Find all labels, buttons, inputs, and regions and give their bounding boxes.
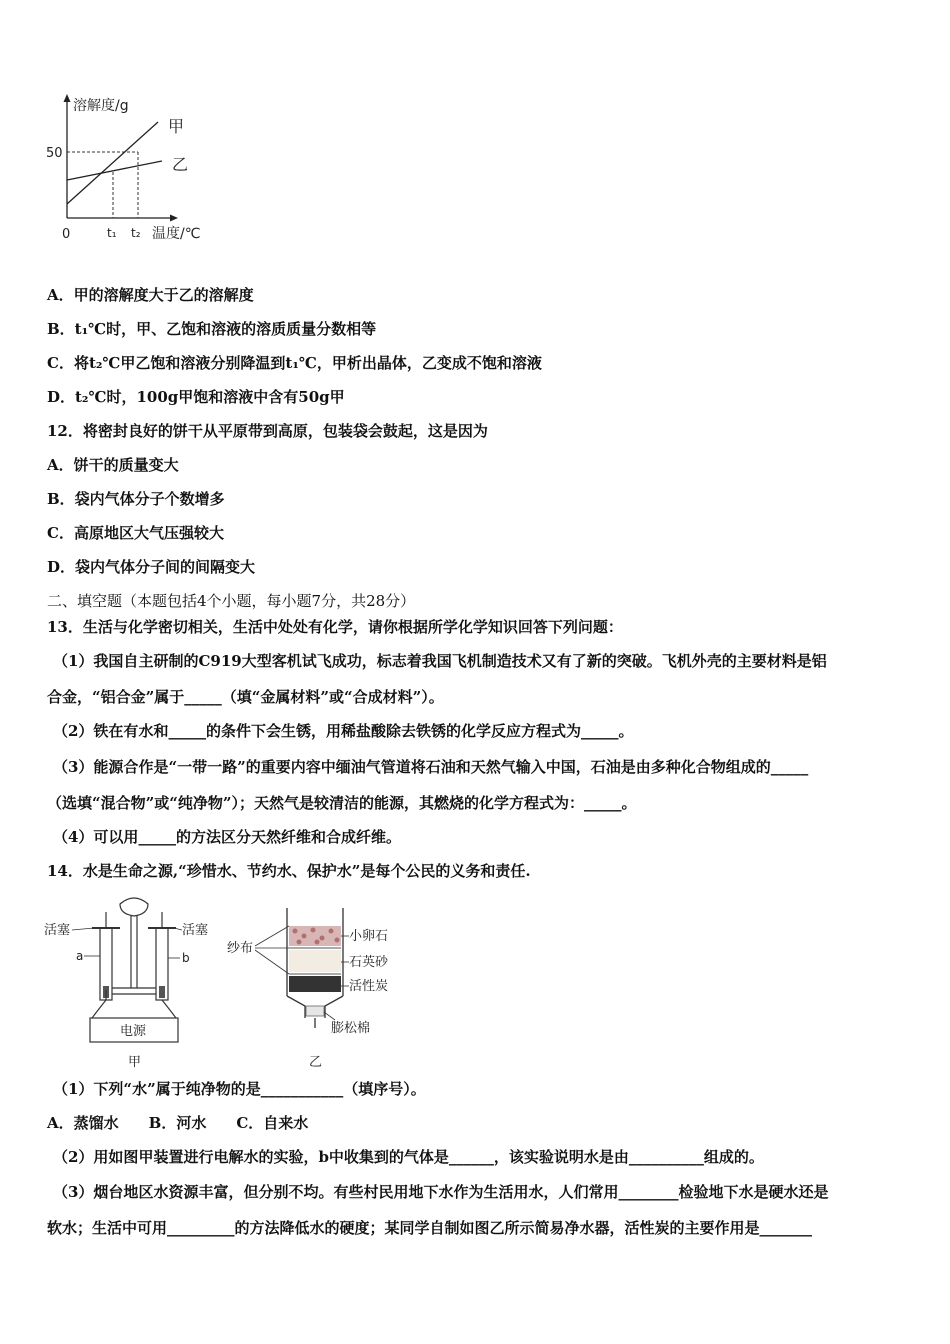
- x-axis-label: 温度/℃: [152, 226, 201, 242]
- curve-yi-label: 乙: [172, 155, 189, 174]
- q12-option-c: C．高原地区大气压强较大: [47, 524, 224, 542]
- label-b: b: [182, 951, 190, 965]
- figure-yi-caption: 乙: [309, 1055, 323, 1070]
- y-axis-label: 溶解度/g: [73, 98, 129, 114]
- curve-yi: [67, 161, 162, 180]
- curve-jia: [67, 122, 158, 204]
- q13-part1-line2: 合金，“铝合金”属于_____（填“金属材料”或“合成材料”）。: [47, 688, 444, 706]
- curve-jia-label: 甲: [168, 117, 185, 136]
- q13-part3-line2: （选填“混合物”或“纯净物”）；天然气是较清洁的能源，其燃烧的化学方程式为：_____。: [47, 794, 637, 812]
- q14-part3-line1: （3）烟台地区水资源丰富，但分别不均。有些村民用地下水作为生活用水，人们常用________检验地下水是硬水还是: [53, 1183, 829, 1201]
- q14-part1-options: A．蒸馏水 B．河水 C．自来水: [47, 1114, 309, 1132]
- power-label: 电源: [120, 1024, 147, 1039]
- q13-part3-line1: （3）能源合作是“一带一路”的重要内容中缅油气管道将石油和天然气输入中国，石油是由多种化合物组成的_____: [53, 758, 809, 776]
- activated-carbon-layer: [289, 976, 341, 992]
- y-tick-50: 50: [46, 146, 63, 161]
- q11-option-c: C．将t₂℃甲乙饱和溶液分别降温到t₁℃，甲析出晶体，乙变成不饱和溶液: [47, 354, 542, 372]
- q14-stem: 14．水是生命之源,“珍惜水、节约水、保护水”是每个公民的义务和责任.: [47, 862, 531, 880]
- t1-label: t₁: [107, 226, 117, 240]
- q13-part1-line1: （1）我国自主研制的C919大型客机试飞成功，标志着我国飞机制造技术又有了新的突破。飞机外壳的主要材料是铝: [53, 652, 827, 670]
- label-a: a: [76, 949, 84, 963]
- quartz-sand-label: 石英砂: [349, 955, 389, 970]
- t2-label: t₂: [131, 226, 141, 240]
- q12-option-b: B．袋内气体分子个数增多: [47, 490, 225, 508]
- figure-jia-caption: 甲: [128, 1055, 142, 1070]
- electrolysis-apparatus-figure: [42, 890, 217, 1075]
- stopcock-right-label: 活塞: [182, 923, 209, 938]
- activated-carbon-label: 活性炭: [349, 979, 389, 994]
- q13-stem: 13．生活与化学密切相关，生活中处处有化学，请你根据所学化学知识回答下列问题：: [47, 618, 623, 636]
- pebbles-label: 小卵石: [349, 929, 389, 944]
- q11-option-a: A．甲的溶解度大于乙的溶解度: [47, 286, 254, 304]
- right-electrode: [159, 986, 165, 998]
- right-wire: [162, 1000, 176, 1018]
- q13-part4: （4）可以用_____的方法区分天然纤维和合成纤维。: [53, 828, 401, 846]
- q12-option-a: A．饼干的质量变大: [47, 456, 179, 474]
- stopcock-left-label: 活塞: [44, 923, 71, 938]
- solubility-graph: [40, 88, 230, 248]
- q14-part2: （2）用如图甲装置进行电解水的实验，b中收集到的气体是______，该实验说明水是由__________组成的。: [53, 1148, 764, 1166]
- q14-part3-line2: 软水；生活中可用_________的方法降低水的硬度；某同学自制如图乙所示简易净水器，活性炭的主要作用是_______: [47, 1219, 813, 1237]
- quartz-sand-layer: [289, 950, 341, 972]
- q11-option-d: D．t₂℃时，100g甲饱和溶液中含有50g甲: [47, 388, 345, 406]
- bottom-connector: [106, 988, 156, 1000]
- q11-option-b: B．t₁℃时，甲、乙饱和溶液的溶质质量分数相等: [47, 320, 377, 338]
- y-axis-arrow: [64, 94, 71, 102]
- gauze-leader-2: [255, 950, 289, 974]
- q13-part2: （2）铁在有水和_____的条件下会生锈，用稀盐酸除去铁锈的化学反应方程式为_____。: [53, 722, 634, 740]
- gauze-label: 纱布: [227, 941, 254, 956]
- water-purifier-figure: [225, 900, 415, 1075]
- reservoir-bulb: [120, 898, 148, 916]
- cotton-layer: [306, 1006, 324, 1016]
- gauze-leader-3: [255, 926, 289, 946]
- origin-label: 0: [62, 227, 71, 242]
- q12-stem: 12．将密封良好的饼干从平原带到高原，包装袋会鼓起，这是因为: [47, 422, 488, 440]
- x-axis-arrow: [170, 215, 178, 222]
- stopcock-left-leader: [72, 928, 94, 930]
- q12-option-d: D．袋内气体分子间的间隔变大: [47, 558, 256, 576]
- section-2-heading: 二、填空题（本题包括4个小题，每小题7分，共28分）: [47, 592, 416, 610]
- q14-part1: （1）下列“水”属于纯净物的是___________（填序号）。: [53, 1080, 426, 1098]
- cotton-label: 膨松棉: [331, 1021, 371, 1036]
- left-wire: [92, 1000, 106, 1018]
